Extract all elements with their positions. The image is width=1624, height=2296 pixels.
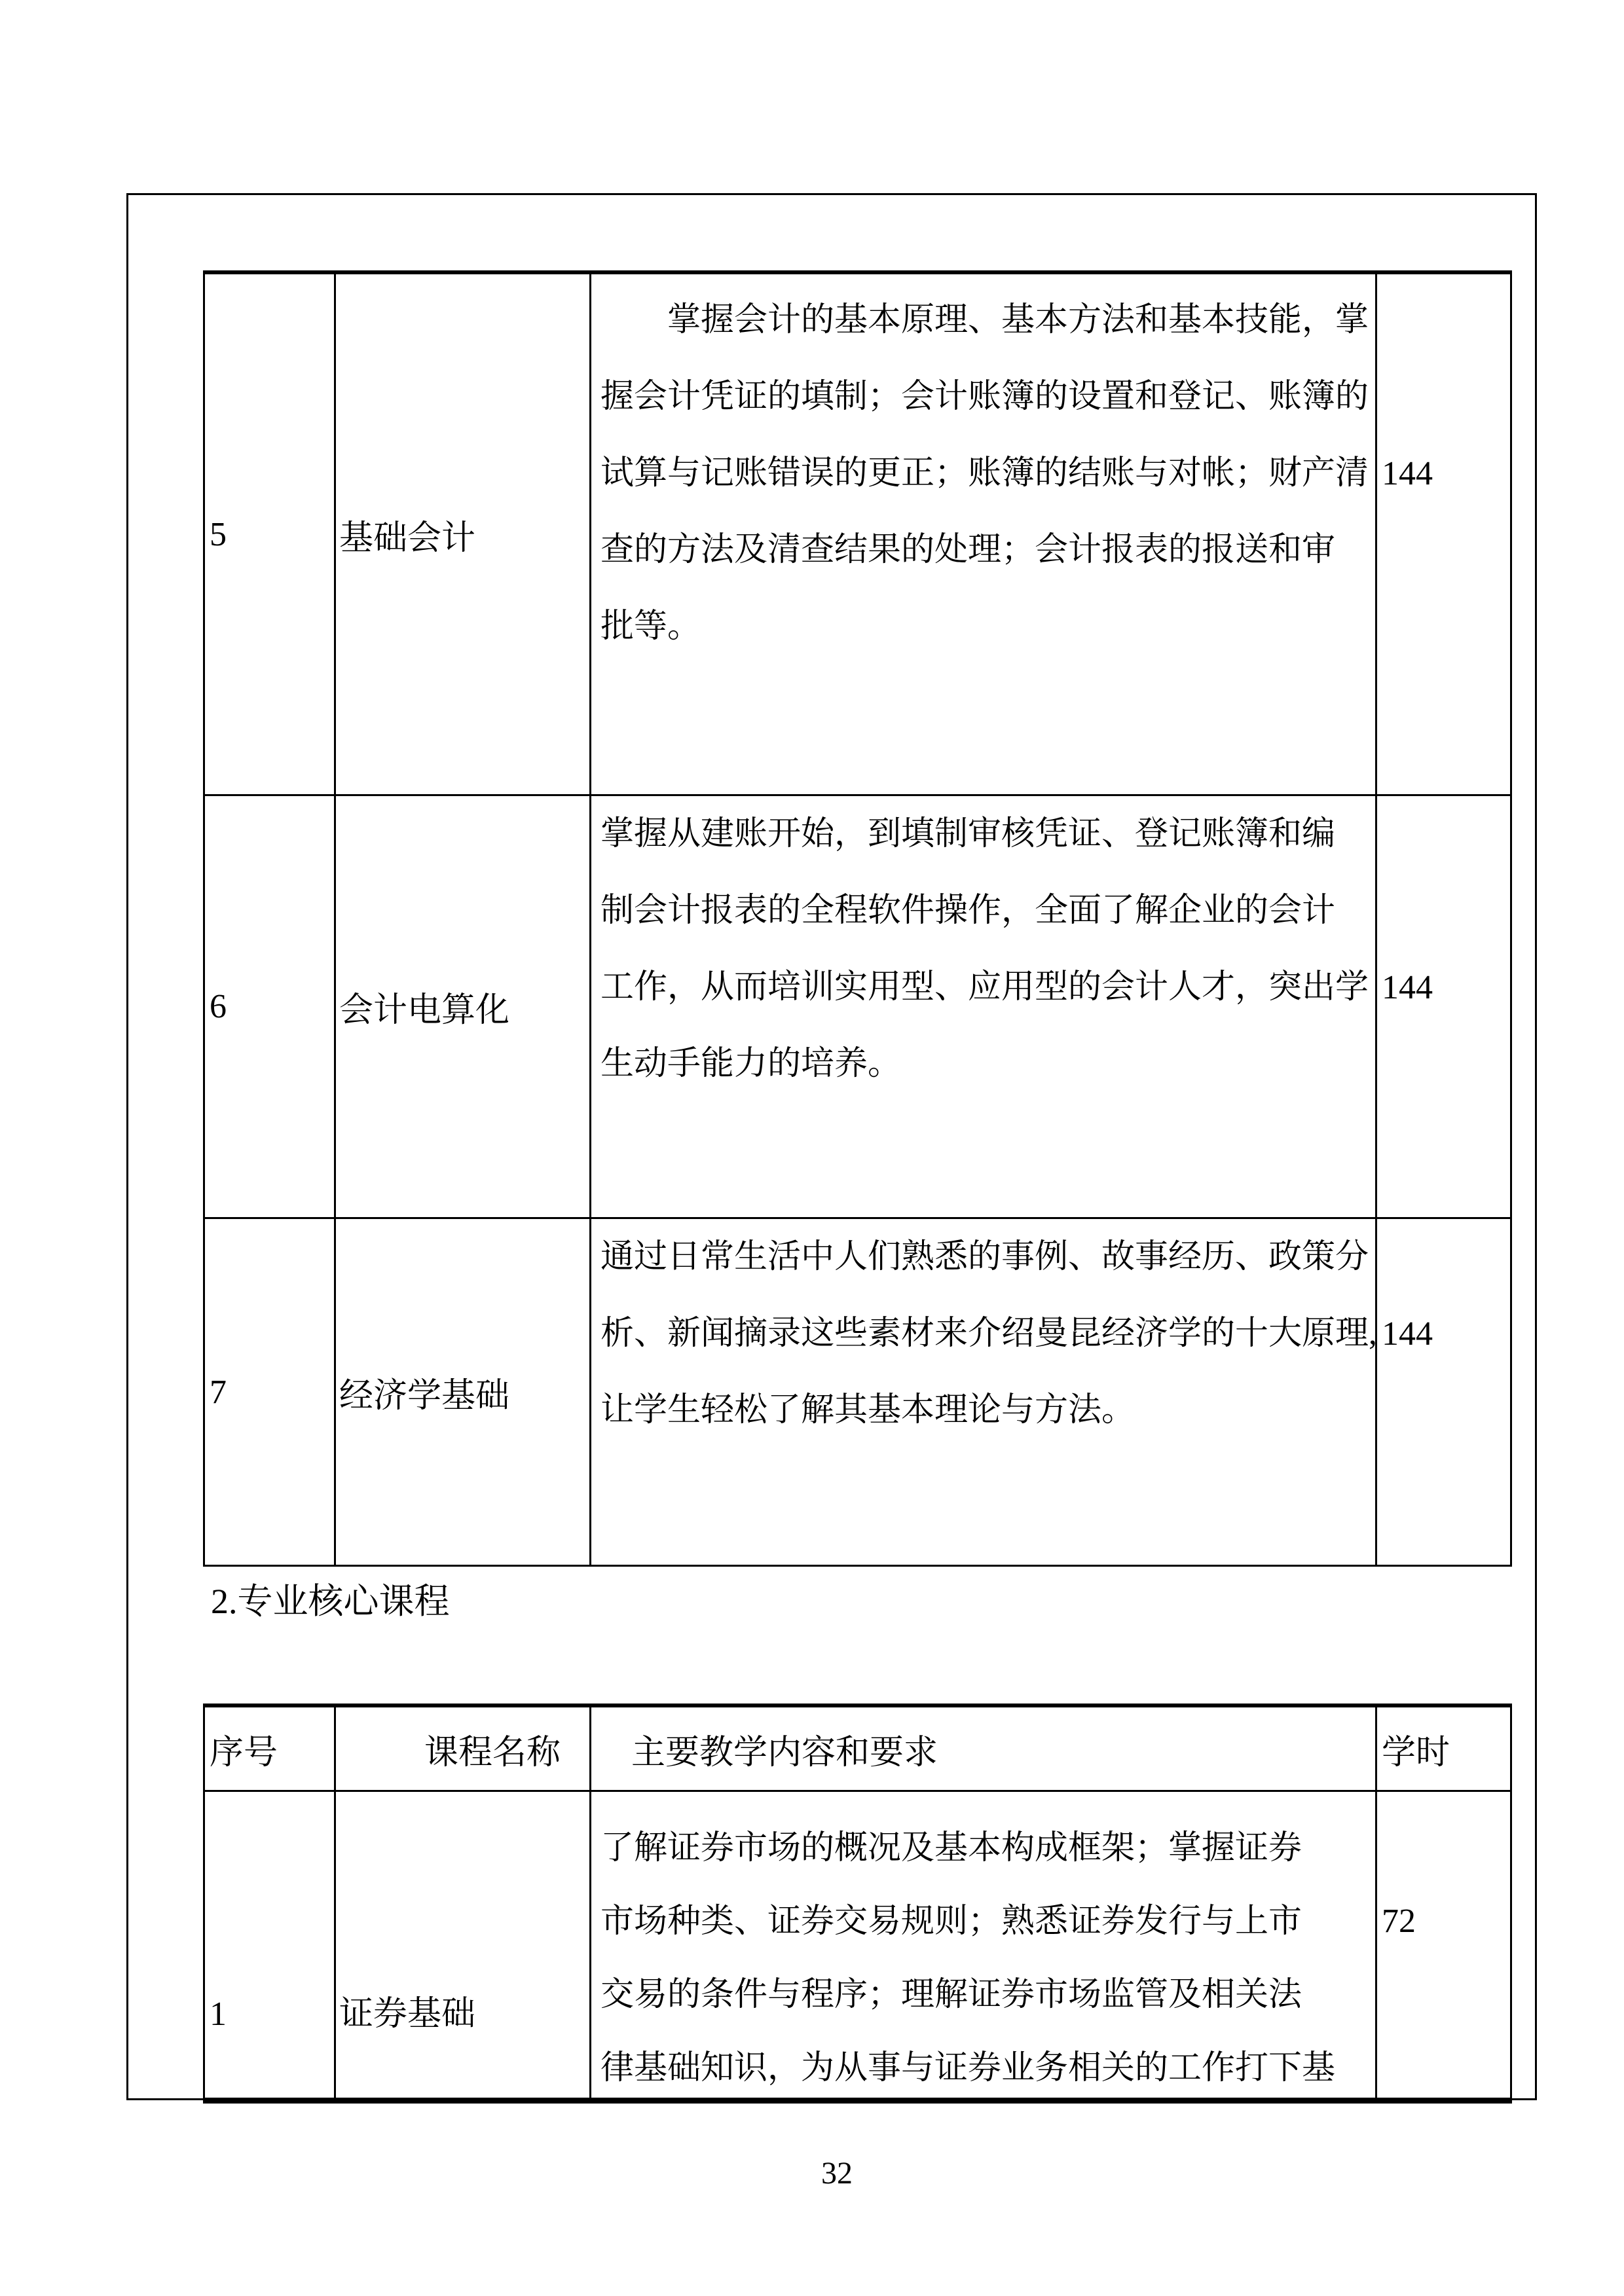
table-row-no: [205, 1792, 336, 2098]
table-row-no: [205, 796, 336, 1219]
text-line: 通过日常生活中人们熟悉的事例、故事经历、政策分: [600, 1239, 1369, 1275]
text-line: 了解证券市场的概况及基本构成框架；掌握证券: [600, 1830, 1302, 1867]
table-row-no: [205, 274, 336, 796]
course-name-cell: [336, 1792, 591, 2098]
text-line: 析、新闻摘录这些素材来介绍曼昆经济学的十大原理,: [600, 1315, 1377, 1352]
text-line: 交易的条件与程序；理解证券市场监管及相关法: [600, 1977, 1302, 2013]
text-line: 生动手能力的培养。: [600, 1046, 902, 1082]
course-name: 基础会计: [339, 519, 476, 557]
course-hours-cell: [1377, 1219, 1512, 1567]
course-table-basic: [203, 270, 1512, 1567]
row-index: 5: [210, 515, 227, 553]
text-line: 让学生轻松了解其基本理论与方法。: [600, 1392, 1135, 1429]
text-line: 批等。: [600, 608, 701, 645]
course-hours: 144: [1382, 1315, 1433, 1353]
header-no: 序号: [205, 1707, 336, 1792]
course-name: 经济学基础: [339, 1377, 510, 1415]
course-hours-cell: [1377, 1792, 1512, 2098]
course-description-cell: [591, 1219, 1377, 1567]
text-line: 市场种类、证券交易规则；熟悉证券发行与上市: [600, 1903, 1302, 1940]
text-line: 律基础知识，为从事与证券业务相关的工作打下基: [600, 2050, 1336, 2086]
text-line: 握会计凭证的填制；会计账簿的设置和登记、账簿的: [600, 378, 1369, 415]
table-clip-edge: [203, 2098, 1512, 2104]
text-line: 掌握从建账开始，到填制审核凭证、登记账簿和编: [600, 816, 1336, 852]
course-description-cell: [591, 274, 1377, 796]
text-line: 制会计报表的全程软件操作，全面了解企业的会计: [600, 892, 1336, 929]
course-hours-cell: [1377, 274, 1512, 796]
header-hours: 学时: [1377, 1707, 1512, 1792]
course-hours: 144: [1382, 455, 1433, 492]
course-hours: 72: [1382, 1903, 1416, 1940]
table-row-no: [205, 1219, 336, 1567]
course-hours-cell: [1377, 796, 1512, 1219]
course-table-core: [203, 1704, 1512, 2098]
course-name-cell: [336, 1219, 591, 1567]
header-content: 主要教学内容和要求: [591, 1707, 1377, 1792]
header-course-name: 课程名称: [336, 1707, 591, 1792]
course-description-cell: [591, 1792, 1377, 2098]
text-line: 查的方法及清查结果的处理；会计报表的报送和审: [600, 532, 1336, 568]
section-heading: 2.专业核心课程: [211, 1582, 450, 1621]
text-line: 试算与记账错误的更正；账簿的结账与对帐；财产清: [600, 455, 1369, 492]
text-line: 工作，从而培训实用型、应用型的会计人才，突出学: [600, 969, 1369, 1006]
course-name: 会计电算化: [339, 992, 510, 1029]
page-number: 32: [821, 2156, 853, 2191]
course-name: 证券基础: [339, 1995, 476, 2033]
course-name-cell: [336, 796, 591, 1219]
row-index: 6: [210, 988, 227, 1025]
course-hours: 144: [1382, 969, 1433, 1006]
row-index: 7: [210, 1373, 227, 1411]
row-index: 1: [210, 1995, 227, 2033]
course-name-cell: [336, 274, 591, 796]
course-description-cell: [591, 796, 1377, 1219]
text-line: 掌握会计的基本原理、基本方法和基本技能，掌: [600, 302, 1369, 338]
